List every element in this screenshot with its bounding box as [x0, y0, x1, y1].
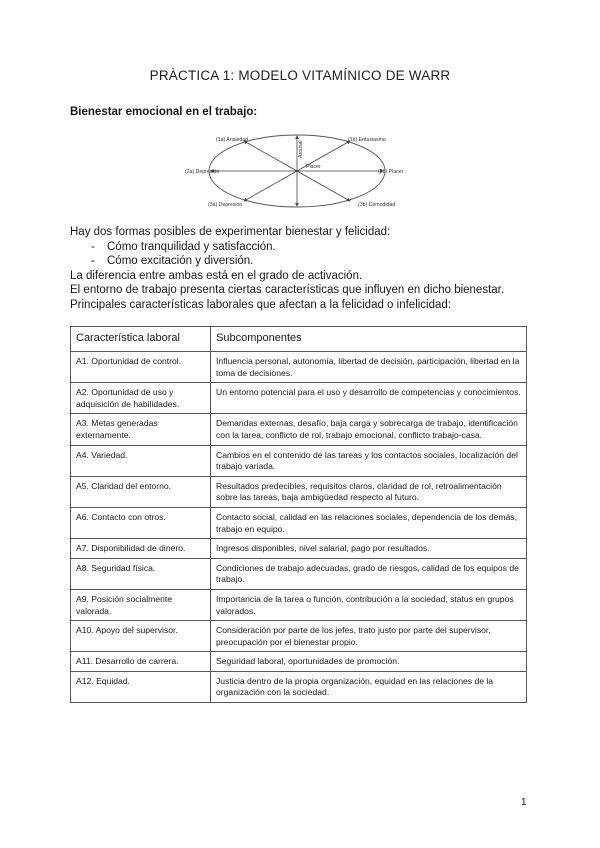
bullet-text: Cómo excitación y diversión. — [107, 255, 254, 268]
label-bottom-left: (3a) Depresión — [208, 202, 243, 208]
bullet-text: Cómo tranquilidad y satisfacción. — [107, 240, 276, 253]
body-text — [70, 225, 540, 313]
table-cell-subcomponents: Seguridad laboral, oportunidades de promoción. — [211, 652, 527, 672]
table-row — [71, 414, 527, 445]
table-cell-subcomponents: Cambios en el contenido de las tareas y los contactos sociales, localización del trabajo variada. — [211, 445, 527, 476]
table-cell-characteristic: A1. Oportunidad de control. — [71, 352, 211, 383]
table-row — [71, 352, 527, 383]
page-number: 1 — [521, 797, 527, 808]
table-cell-subcomponents: Condiciones de trabajo adecuadas, grado de riesgos, calidad de los equipos de trabajo. — [211, 558, 527, 589]
table-cell-characteristic: A6. Contacto con otros. — [71, 507, 211, 538]
table-cell-subcomponents: Importancia de la tarea o función, contribución a la sociedad, status en grupos valorados. — [211, 589, 527, 620]
table-cell-characteristic: A12. Equidad. — [71, 671, 211, 702]
table-cell-subcomponents: Influencia personal, autonomía, libertad de decisión, participación, libertad en la toma de decisiones. — [211, 352, 527, 383]
table-header-cell: Subcomponentes — [211, 327, 527, 352]
bullet-dash: - — [91, 255, 95, 268]
table-row — [71, 589, 527, 620]
table-cell-characteristic: A3. Metas generadas externamente. — [71, 414, 211, 445]
bullet-item — [70, 240, 540, 255]
axis-diag-bottom-right — [297, 171, 350, 201]
table-row — [71, 476, 527, 507]
page-title: PRÀCTICA 1: MODELO VITAMÍNICO DE WARR — [149, 68, 451, 83]
axis-diag-top-right — [297, 141, 350, 171]
table-cell-characteristic: A2. Oportunidad de uso y adquisición de habilidades. — [71, 383, 211, 414]
table-cell-subcomponents: Consideración por parte de los jefes, trato justo por parte del supervisor, preocupación por el bienestar propio. — [211, 621, 527, 652]
intro-paragraph: Hay dos formas posibles de experimentar bienestar y felicidad: — [70, 226, 391, 238]
table-row — [71, 383, 527, 414]
table-header-cell: Característica laboral — [71, 327, 211, 352]
axis-label-arousal: Arousal — [298, 140, 304, 158]
table-cell-characteristic: A8. Seguridad física. — [71, 558, 211, 589]
characteristics-table — [70, 326, 527, 703]
paragraph-line: Principales características laborales que afectan a la felicidad o infelicidad: — [70, 298, 451, 311]
table-cell-subcomponents: Un entorno potencial para el uso y desarrollo de competencias y conocimientos. — [211, 383, 527, 414]
table-cell-characteristic: A9. Posición socialmente valorada. — [71, 589, 211, 620]
paragraph-line: El entorno de trabajo presenta ciertas características que influyen en dicho bienestar. — [70, 284, 505, 297]
table-row — [71, 445, 527, 476]
table-cell-characteristic: A10. Apoyo del supervisor. — [71, 621, 211, 652]
table-row — [71, 652, 527, 672]
label-bottom-right: (3b) Comodidad — [358, 202, 396, 208]
table-cell-subcomponents: Demandas externas, desafío, baja carga y sobrecarga de trabajo, identificación con la tarea, conflicto de rol, trabajo emocional, conflicto trabajo-casa. — [211, 414, 527, 445]
axis-diag-bottom-left — [244, 171, 297, 201]
table-cell-characteristic: A11. Desarrollo de carrera. — [71, 652, 211, 672]
label-top-right: (1b) Entusiasmo — [348, 137, 386, 143]
table-row — [71, 621, 527, 652]
paragraph-line: La diferencia entre ambas está en el grado de activación. — [70, 269, 363, 282]
table-cell-characteristic: A5. Claridad del entorno. — [71, 476, 211, 507]
table-row — [71, 539, 527, 559]
label-left: (2a) Depresión — [185, 169, 220, 175]
label-right: (2b) Placer — [378, 169, 404, 175]
bullet-item — [70, 254, 540, 269]
vitamin-model-diagram — [182, 128, 412, 214]
table-header-row — [71, 327, 527, 352]
emotion-circumplex-svg — [182, 128, 412, 214]
axis-label-placer: Placer — [306, 164, 321, 170]
table-row — [71, 671, 527, 702]
table-cell-subcomponents: Contacto social, calidad en las relaciones sociales, dependencia de los demás, trabajo en equipo. — [211, 507, 527, 538]
bullet-dash: - — [91, 240, 95, 253]
axis-diag-top-left — [244, 141, 297, 171]
label-top-left: (1a) Ansiedad — [216, 137, 249, 143]
section-heading: Bienestar emocional en el trabajo: — [70, 106, 258, 118]
table-cell-subcomponents: Justicia dentro de la propia organización, equidad en las relaciones de la organización con la sociedad. — [211, 671, 527, 702]
table-cell-subcomponents: Ingresos disponibles, nivel salarial, pago por resultados. — [211, 539, 527, 559]
table-cell-characteristic: A7. Disponibilidad de dinero. — [71, 539, 211, 559]
table-cell-subcomponents: Resultados predecibles, requisitos claros, claridad de rol, retroalimentación sobre las tareas, baja ambigüedad respecto al futuro. — [211, 476, 527, 507]
table-row — [71, 507, 527, 538]
table-cell-characteristic: A4. Variedad. — [71, 445, 211, 476]
table-row — [71, 558, 527, 589]
